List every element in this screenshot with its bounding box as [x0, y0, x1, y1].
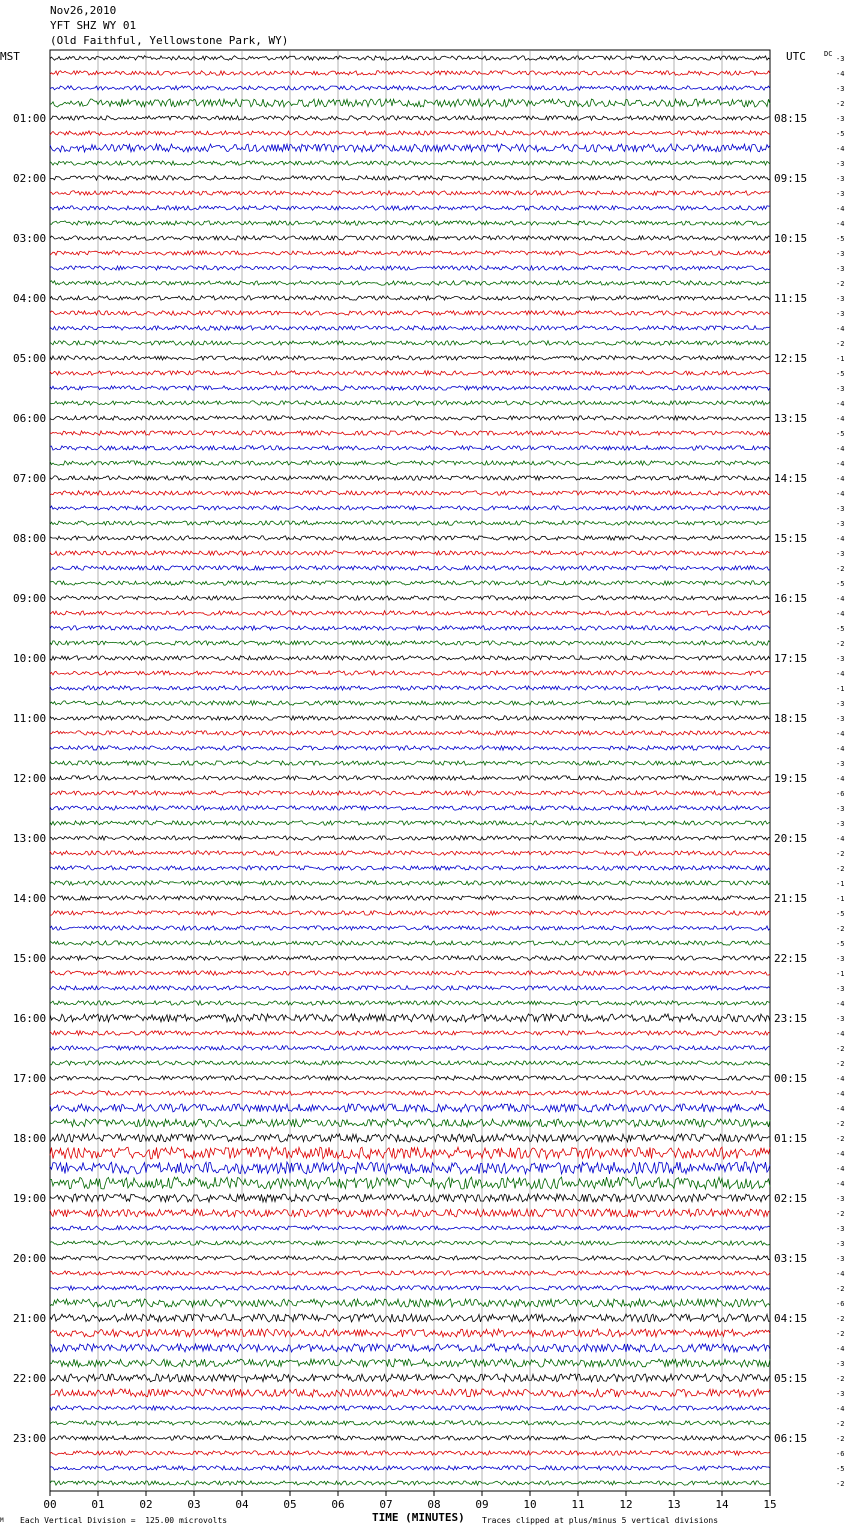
dc-offset-label: -3 [836, 1390, 845, 1398]
dc-offset-label: -1 [836, 355, 845, 363]
trace-line [50, 86, 770, 90]
trace-line [50, 431, 770, 435]
mst-hour-label: 17:00 [13, 1072, 47, 1085]
mst-hour-label: 09:00 [13, 592, 47, 605]
trace-line [50, 176, 770, 180]
trace-line [50, 266, 770, 270]
trace-line [50, 1162, 770, 1174]
x-tick-label: 03 [187, 1498, 201, 1511]
dc-offset-label: -3 [836, 265, 845, 273]
dc-offset-label: -3 [836, 1240, 845, 1248]
x-tick-label: 02 [139, 1498, 153, 1511]
dc-offset-label: -5 [836, 1465, 845, 1473]
x-tick-label: 11 [571, 1498, 585, 1511]
dc-offset-label: -4 [836, 445, 845, 453]
x-tick-label: 06 [331, 1498, 345, 1511]
trace-line [50, 491, 770, 495]
dc-offset-label: -3 [836, 1360, 845, 1368]
utc-hour-label: 09:15 [774, 172, 808, 185]
dc-offset-label: -4 [836, 1075, 845, 1083]
mst-hour-label: 01:00 [13, 112, 47, 125]
dc-offset-label: -3 [836, 85, 845, 93]
trace-line [50, 371, 770, 375]
dc-offset-label: -2 [836, 280, 845, 288]
dc-offset-label: -2 [836, 1435, 845, 1443]
dc-offset-label: -4 [836, 1165, 845, 1173]
dc-offset-label: -3 [836, 55, 845, 63]
trace-line [50, 191, 770, 195]
trace-line [50, 144, 770, 152]
x-tick-label: 01 [91, 1498, 105, 1511]
dc-label: DC [824, 50, 833, 58]
x-tick-label: 08 [427, 1498, 441, 1511]
trace-line [50, 671, 770, 675]
mst-hour-label: 10:00 [13, 652, 47, 665]
trace-line [50, 99, 770, 107]
clipping-note: Traces clipped at plus/minus 5 vertical divisions [482, 1516, 719, 1525]
dc-offset-label: -4 [836, 400, 845, 408]
trace-line [50, 866, 770, 870]
dc-offset-label: -4 [836, 325, 845, 333]
utc-hour-label: 15:15 [774, 532, 808, 545]
trace-line [50, 341, 770, 345]
trace-line [50, 1406, 770, 1410]
dc-offset-label: -5 [836, 625, 845, 633]
dc-offset-label: -4 [836, 1150, 845, 1158]
utc-hour-label: 18:15 [774, 712, 808, 725]
x-tick-label: 15 [763, 1498, 777, 1511]
trace-line [50, 131, 770, 135]
utc-hour-label: 03:15 [774, 1252, 808, 1265]
dc-offset-label: -2 [836, 340, 845, 348]
trace-line [50, 956, 770, 960]
dc-offset-label: -4 [836, 1030, 845, 1038]
utc-hour-label: 08:15 [774, 112, 808, 125]
mst-hour-label: 08:00 [13, 532, 47, 545]
trace-line [50, 881, 770, 885]
dc-offset-label: -3 [836, 985, 845, 993]
utc-hour-label: 20:15 [774, 832, 808, 845]
x-tick-label: 04 [235, 1498, 249, 1511]
date-label: Nov26,2010 [50, 4, 117, 17]
corner-mark: M [0, 1517, 4, 1524]
utc-hour-label: 00:15 [774, 1072, 808, 1085]
dc-offset-label: -3 [836, 1255, 845, 1263]
trace-line [50, 1421, 770, 1425]
dc-offset-label: -4 [836, 1405, 845, 1413]
mst-hour-label: 07:00 [13, 472, 47, 485]
trace-line [50, 1359, 770, 1367]
dc-offset-label: -6 [836, 1300, 845, 1308]
trace-line [50, 1134, 770, 1142]
dc-offset-label: -3 [836, 190, 845, 198]
left-timezone-label: MST [0, 50, 20, 63]
dc-offset-label: -5 [836, 940, 845, 948]
trace-line [50, 1389, 770, 1397]
dc-offset-label: -4 [836, 1345, 845, 1353]
trace-line [50, 1226, 770, 1230]
dc-offset-label: -5 [836, 580, 845, 588]
utc-hour-label: 02:15 [774, 1192, 808, 1205]
vertical-division-note: Each Vertical Division = 125.00 microvolts [20, 1516, 228, 1525]
dc-offset-label: -4 [836, 595, 845, 603]
dc-offset-label: -3 [836, 955, 845, 963]
trace-line [50, 506, 770, 510]
utc-hour-label: 11:15 [774, 292, 808, 305]
mst-hour-label: 15:00 [13, 952, 47, 965]
trace-line [50, 536, 770, 540]
dc-offset-label: -5 [836, 130, 845, 138]
dc-offset-label: -2 [836, 1480, 845, 1488]
mst-hour-label: 16:00 [13, 1012, 47, 1025]
dc-offset-label: -2 [836, 100, 845, 108]
dc-offset-label: -4 [836, 1180, 845, 1188]
trace-line [50, 941, 770, 945]
dc-offset-label: -4 [836, 1090, 845, 1098]
trace-line [50, 236, 770, 240]
trace-line [50, 1256, 770, 1260]
dc-offset-label: -2 [836, 1135, 845, 1143]
mst-hour-label: 06:00 [13, 412, 47, 425]
trace-line [50, 446, 770, 450]
dc-offset-label: -4 [836, 70, 845, 78]
x-tick-label: 12 [619, 1498, 633, 1511]
trace-line [50, 761, 770, 765]
dc-offset-label: -2 [836, 1285, 845, 1293]
utc-hour-label: 10:15 [774, 232, 808, 245]
trace-line [50, 281, 770, 285]
trace-line [50, 1119, 770, 1127]
trace-line [50, 581, 770, 585]
dc-offset-label: -3 [836, 1015, 845, 1023]
utc-hour-label: 04:15 [774, 1312, 808, 1325]
dc-offset-label: -4 [836, 145, 845, 153]
utc-hour-label: 13:15 [774, 412, 808, 425]
dc-offset-label: -3 [836, 700, 845, 708]
dc-offset-label: -6 [836, 790, 845, 798]
trace-line [50, 1451, 770, 1455]
dc-offset-label: -3 [836, 1195, 845, 1203]
trace-line [50, 116, 770, 120]
dc-offset-label: -2 [836, 1210, 845, 1218]
dc-offset-label: -3 [836, 295, 845, 303]
dc-offset-label: -2 [836, 565, 845, 573]
utc-hour-label: 22:15 [774, 952, 808, 965]
trace-line [50, 1031, 770, 1035]
trace-line [50, 1014, 770, 1022]
trace-line [50, 1061, 770, 1065]
trace-line [50, 521, 770, 525]
trace-line [50, 1314, 770, 1322]
dc-offset-label: -4 [836, 670, 845, 678]
dc-offset-label: -4 [836, 775, 845, 783]
dc-offset-label: -2 [836, 1420, 845, 1428]
trace-line [50, 1046, 770, 1050]
dc-offset-label: -2 [836, 1315, 845, 1323]
trace-line [50, 986, 770, 990]
trace-line [50, 1271, 770, 1275]
trace-line [50, 221, 770, 225]
trace-line [50, 1001, 770, 1005]
x-axis-label: TIME (MINUTES) [372, 1511, 465, 1524]
mst-hour-label: 13:00 [13, 832, 47, 845]
dc-offset-label: -4 [836, 220, 845, 228]
dc-offset-label: -3 [836, 820, 845, 828]
utc-hour-label: 01:15 [774, 1132, 808, 1145]
utc-hour-label: 06:15 [774, 1432, 808, 1445]
dc-offset-label: -5 [836, 370, 845, 378]
trace-line [50, 1076, 770, 1080]
dc-offset-label: -2 [836, 1045, 845, 1053]
trace-line [50, 701, 770, 705]
utc-hour-label: 21:15 [774, 892, 808, 905]
dc-offset-label: -3 [836, 655, 845, 663]
dc-offset-label: -4 [836, 535, 845, 543]
mst-hour-label: 02:00 [13, 172, 47, 185]
mst-hour-label: 18:00 [13, 1132, 47, 1145]
trace-line [50, 1374, 770, 1382]
trace-line [50, 911, 770, 915]
x-tick-label: 00 [43, 1498, 57, 1511]
dc-offset-label: -4 [836, 490, 845, 498]
dc-offset-label: -5 [836, 910, 845, 918]
trace-line [50, 326, 770, 330]
dc-offset-label: -1 [836, 880, 845, 888]
trace-line [50, 476, 770, 480]
trace-line [50, 791, 770, 795]
trace-line [50, 896, 770, 900]
dc-offset-label: -2 [836, 865, 845, 873]
trace-line [50, 401, 770, 405]
trace-line [50, 566, 770, 570]
dc-offset-label: -2 [836, 850, 845, 858]
x-tick-label: 05 [283, 1498, 297, 1511]
right-timezone-label: UTC [786, 50, 806, 63]
trace-line [50, 1177, 770, 1189]
trace-line [50, 296, 770, 300]
dc-offset-label: -2 [836, 925, 845, 933]
dc-offset-label: -1 [836, 895, 845, 903]
dc-offset-label: -1 [836, 685, 845, 693]
x-tick-label: 07 [379, 1498, 393, 1511]
dc-offset-label: -3 [836, 250, 845, 258]
trace-line [50, 1436, 770, 1440]
mst-hour-label: 04:00 [13, 292, 47, 305]
trace-line [50, 71, 770, 75]
dc-offset-label: -4 [836, 1000, 845, 1008]
x-tick-label: 13 [667, 1498, 681, 1511]
dc-offset-label: -4 [836, 745, 845, 753]
trace-line [50, 746, 770, 750]
mst-hour-label: 05:00 [13, 352, 47, 365]
trace-line [50, 1209, 770, 1217]
trace-line [50, 1329, 770, 1337]
trace-line [50, 1194, 770, 1202]
dc-offset-label: -3 [836, 550, 845, 558]
dc-offset-label: -4 [836, 475, 845, 483]
dc-offset-label: -6 [836, 1450, 845, 1458]
trace-line [50, 1091, 770, 1095]
trace-line [50, 686, 770, 690]
dc-offset-label: -3 [836, 175, 845, 183]
trace-line [50, 1241, 770, 1245]
trace-line [50, 851, 770, 855]
dc-offset-label: -4 [836, 1105, 845, 1113]
trace-line [50, 1299, 770, 1307]
dc-offset-label: -3 [836, 160, 845, 168]
dc-offset-label: -4 [836, 415, 845, 423]
trace-line [50, 161, 770, 165]
trace-line [50, 971, 770, 975]
mst-hour-label: 12:00 [13, 772, 47, 785]
trace-line [50, 356, 770, 360]
trace-line [50, 836, 770, 840]
utc-hour-label: 12:15 [774, 352, 808, 365]
trace-line [50, 731, 770, 735]
trace-line [50, 1344, 770, 1352]
trace-line [50, 1104, 770, 1112]
utc-hour-label: 05:15 [774, 1372, 808, 1385]
utc-hour-label: 16:15 [774, 592, 808, 605]
x-tick-label: 14 [715, 1498, 729, 1511]
dc-offset-label: -4 [836, 835, 845, 843]
utc-hour-label: 19:15 [774, 772, 808, 785]
dc-offset-label: -3 [836, 760, 845, 768]
dc-offset-label: -4 [836, 610, 845, 618]
dc-offset-label: -2 [836, 1330, 845, 1338]
dc-offset-label: -4 [836, 730, 845, 738]
trace-line [50, 56, 770, 60]
utc-hour-label: 17:15 [774, 652, 808, 665]
dc-offset-label: -3 [836, 310, 845, 318]
mst-hour-label: 14:00 [13, 892, 47, 905]
trace-line [50, 1286, 770, 1290]
mst-hour-label: 23:00 [13, 1432, 47, 1445]
utc-hour-label: 23:15 [774, 1012, 808, 1025]
dc-offset-label: -3 [836, 805, 845, 813]
mst-hour-label: 19:00 [13, 1192, 47, 1205]
x-tick-label: 09 [475, 1498, 489, 1511]
utc-hour-label: 14:15 [774, 472, 808, 485]
dc-offset-label: -2 [836, 640, 845, 648]
trace-line [50, 926, 770, 930]
trace-line [50, 596, 770, 600]
trace-line [50, 416, 770, 420]
mst-hour-label: 21:00 [13, 1312, 47, 1325]
trace-line [50, 776, 770, 780]
location-label: (Old Faithful, Yellowstone Park, WY) [50, 34, 289, 47]
dc-offset-label: -3 [836, 520, 845, 528]
dc-offset-label: -2 [836, 1375, 845, 1383]
x-tick-label: 10 [523, 1498, 537, 1511]
dc-offset-label: -1 [836, 970, 845, 978]
trace-line [50, 311, 770, 315]
mst-hour-label: 11:00 [13, 712, 47, 725]
trace-line [50, 461, 770, 465]
trace-line [50, 716, 770, 720]
trace-line [50, 626, 770, 630]
mst-hour-label: 20:00 [13, 1252, 47, 1265]
dc-offset-label: -3 [836, 715, 845, 723]
dc-offset-label: -2 [836, 1120, 845, 1128]
dc-offset-label: -4 [836, 205, 845, 213]
dc-offset-label: -3 [836, 385, 845, 393]
trace-line [50, 821, 770, 825]
trace-line [50, 641, 770, 645]
dc-offset-label: -4 [836, 1270, 845, 1278]
trace-line [50, 1466, 770, 1470]
trace-line [50, 551, 770, 555]
trace-line [50, 1481, 770, 1485]
station-label: YFT SHZ WY 01 [50, 19, 137, 32]
trace-line [50, 806, 770, 810]
dc-offset-label: -5 [836, 430, 845, 438]
dc-offset-label: -4 [836, 460, 845, 468]
dc-offset-label: -3 [836, 1225, 845, 1233]
trace-line [50, 386, 770, 390]
trace-line [50, 206, 770, 210]
mst-hour-label: 22:00 [13, 1372, 47, 1385]
mst-hour-label: 03:00 [13, 232, 47, 245]
trace-line [50, 1147, 770, 1159]
trace-line [50, 656, 770, 660]
trace-line [50, 611, 770, 615]
trace-line [50, 251, 770, 255]
dc-offset-label: -3 [836, 115, 845, 123]
dc-offset-label: -3 [836, 505, 845, 513]
dc-offset-label: -5 [836, 235, 845, 243]
dc-offset-label: -2 [836, 1060, 845, 1068]
